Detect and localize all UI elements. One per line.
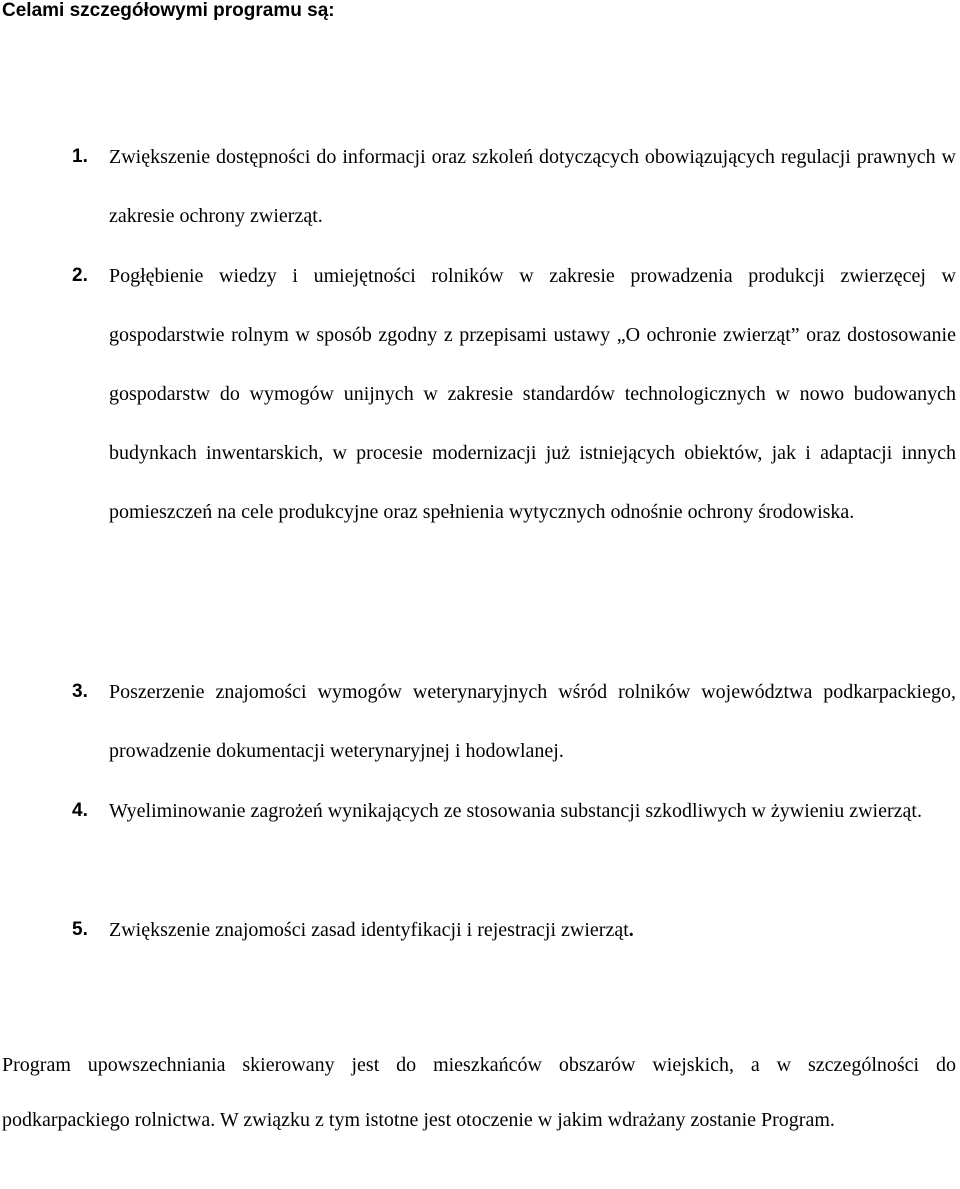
- list-item-1: [72, 143, 956, 246]
- list-item-text: [109, 901, 956, 960]
- list-item-3: [72, 678, 956, 781]
- list-item-2: [72, 262, 956, 542]
- list-item-5: [72, 916, 956, 960]
- list-item-number: 4.: [72, 800, 88, 821]
- list-item-text-body: Zwiększenie znajomości zasad identyfikacji i rejestracji zwierząt: [109, 919, 629, 941]
- list-item-number: 3.: [72, 681, 88, 702]
- closing-paragraph: Program upowszechniania skierowany jest do mieszkańców obszarów wiejskich, a w szczególności do podkarpackiego rolnictwa. W związku z tym istotne jest otoczenie w jakim wdrażany zostanie Program.: [2, 1054, 956, 1131]
- list-item-text: Zwiększenie dostępności do informacji oraz szkoleń dotyczących obowiązujących regulacji prawnych w zakresie ochrony zwierząt.: [109, 146, 956, 227]
- list-item-text: Poszerzenie znajomości wymogów weterynaryjnych wśród rolników województwa podkarpackiego, prowadzenie dokumentacji weterynaryjnej i hodowlanej.: [109, 681, 956, 762]
- section-heading: Celami szczegółowymi programu są:: [2, 0, 335, 21]
- list-item-text: Wyeliminowanie zagrożeń wynikających ze stosowania substancji szkodliwych w żywieniu zwierząt.: [109, 800, 922, 822]
- list-item-number: 2.: [72, 265, 88, 286]
- list-item-number: 5.: [72, 919, 88, 940]
- list-item-number: 1.: [72, 146, 88, 167]
- list-item-4: [72, 797, 956, 841]
- list-item-text: Pogłębienie wiedzy i umiejętności rolników w zakresie prowadzenia produkcji zwierzęcej w gospodarstwie rolnym w sposób zgodny z przepisami ustawy „O ochronie zwierząt” oraz dostosowanie gospodarstw do wymogów unijnych w zakresie standardów technologicznych w nowo budowanych budynkach inwentarskich, w procesie modernizacji już istniejących obiektów, jak i adaptacji innych pomieszczeń na cele produkcyjne oraz spełnienia wytycznych odnośnie ochrony środowiska.: [109, 265, 956, 523]
- list-item-text-end: .: [628, 919, 634, 941]
